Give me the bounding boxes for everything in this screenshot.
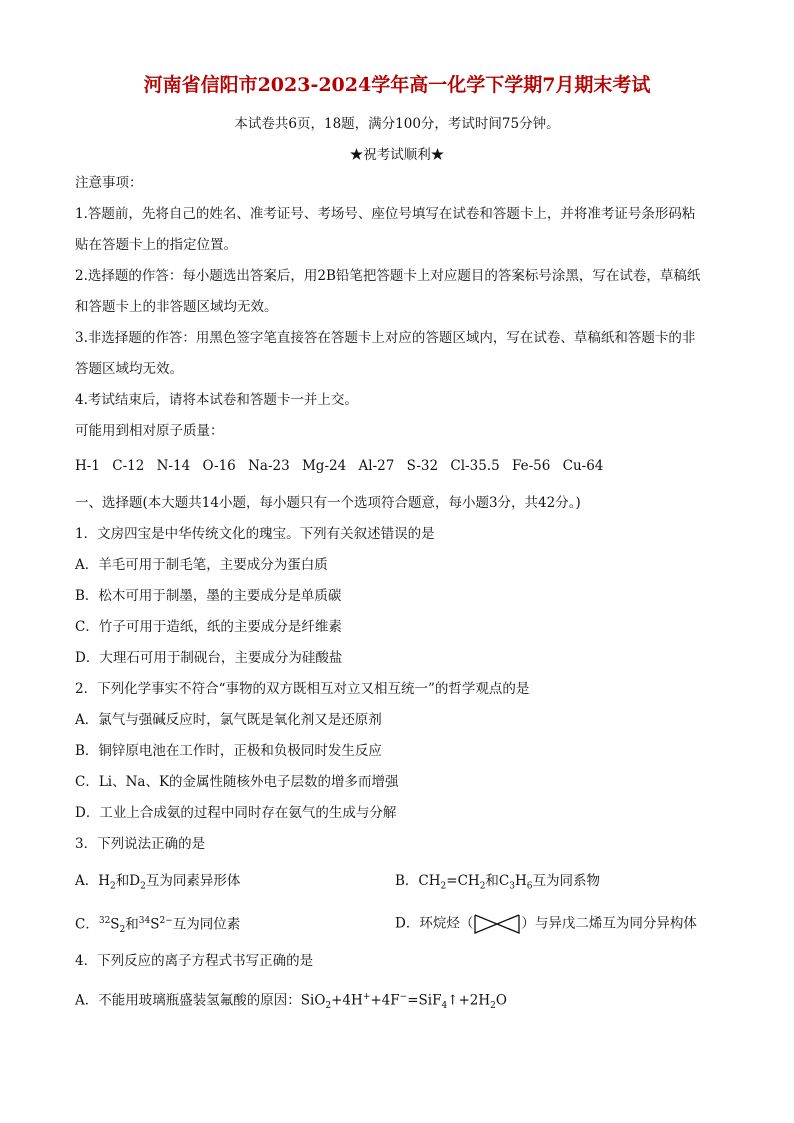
atomic-mass-item: C-12	[112, 458, 145, 474]
question-1-option-d: D．大理石可用于制砚台，主要成分为硅酸盐	[75, 650, 343, 666]
note-1-line-2: 贴在答题卡上的指定位置。	[75, 237, 237, 253]
atomic-mass-item: Cu-64	[562, 458, 604, 474]
question-3-option-d: D．环烷烃（ ）与异戊二烯互为同分异构体	[395, 912, 697, 936]
question-1-stem: 1．文房四宝是中华传统文化的瑰宝。下列有关叙述错误的是	[75, 526, 435, 542]
note-2-line-2: 和答题卡上的非答题区域均无效。	[75, 299, 278, 315]
atomic-mass-list	[75, 457, 611, 475]
question-1-option-c: C．竹子可用于造纸，纸的主要成分是纤维素	[75, 619, 342, 635]
atomic-mass-item: O-16	[202, 458, 236, 474]
note-2-line-1: 2.选择题的作答：每小题选出答案后，用2B铅笔把答题卡上对应题目的答案标号涂黑，写在试卷，草稿纸	[75, 268, 701, 284]
atomic-mass-item: Al-27	[358, 458, 395, 474]
exam-info: 本试卷共6页，18题，满分100分，考试时间75分钟。	[234, 116, 560, 132]
atomic-mass-item: H-1	[75, 458, 100, 474]
atomic-mass-heading: 可能用到相对原子质量：	[75, 423, 224, 439]
atomic-mass-item: S-32	[406, 458, 439, 474]
question-4-stem: 4．下列反应的离子方程式书写正确的是	[75, 953, 314, 969]
question-2-option-b: B．铜锌原电池在工作时，正极和负极同时发生反应	[75, 743, 382, 759]
spiro-cycloalkane-structure-icon	[473, 912, 521, 936]
question-2-stem: 2．下列化学事实不符合“事物的双方既相互对立又相互统一”的哲学观点的是	[75, 681, 530, 697]
question-2-option-c: C．Li、Na、K的金属性随核外电子层数的增多而增强	[75, 774, 399, 790]
note-3-line-2: 答题区域均无效。	[75, 361, 183, 377]
note-4: 4.考试结束后，请将本试卷和答题卡一并上交。	[75, 392, 358, 408]
good-luck-line: ★祝考试顺利★	[349, 147, 445, 163]
question-2-option-d: D．工业上合成氨的过程中同时存在氨气的生成与分解	[75, 805, 397, 821]
question-1-option-b: B．松木可用于制墨，墨的主要成分是单质碳	[75, 588, 342, 604]
atomic-mass-item: Cl-35.5	[450, 458, 500, 474]
atomic-mass-item: Na-23	[248, 458, 290, 474]
question-1-option-a: A．羊毛可用于制毛笔，主要成分为蛋白质	[75, 557, 328, 573]
notes-heading: 注意事项：	[75, 175, 143, 191]
note-1-line-1: 1.答题前，先将自己的姓名、准考证号、考场号、座位号填写在试卷和答题卡上，并将准考证号条形码粘	[75, 206, 696, 222]
question-4-option-a: A．不能用玻璃瓶盛装氢氟酸的原因：$SiO_2+4H^++4F^-=SiF_4↑+2H_2O$	[75, 992, 507, 1012]
atomic-mass-item: Mg-24	[301, 458, 347, 474]
note-3-line-1: 3.非选择题的作答：用黑色签字笔直接答在答题卡上对应的答题区域内，写在试卷、草稿纸和答题卡的非	[75, 330, 696, 346]
question-3-option-a: A．$H_2$和$D_2$互为同素异形体	[75, 873, 241, 892]
question-2-option-a: A．氯气与强碱反应时，氯气既是氧化剂又是还原剂	[75, 712, 382, 728]
question-3-stem: 3．下列说法正确的是	[75, 836, 206, 852]
question-3-option-c: C．$^{32}S_2$和$^{34}S^{2-}$互为同位素	[75, 916, 241, 936]
section-1-heading: 一、选择题(本大题共14小题，每小题只有一个选项符合题意，每小题3分，共42分。)	[75, 495, 581, 511]
question-3-option-b: B．$CH_2=CH_2$和$C_3H_6$互为同系物	[395, 873, 601, 892]
exam-title: 河南省信阳市2023-2024学年高一化学下学期7月期末考试	[143, 74, 651, 96]
atomic-mass-item: N-14	[156, 458, 191, 474]
atomic-mass-item: Fe-56	[511, 458, 551, 474]
